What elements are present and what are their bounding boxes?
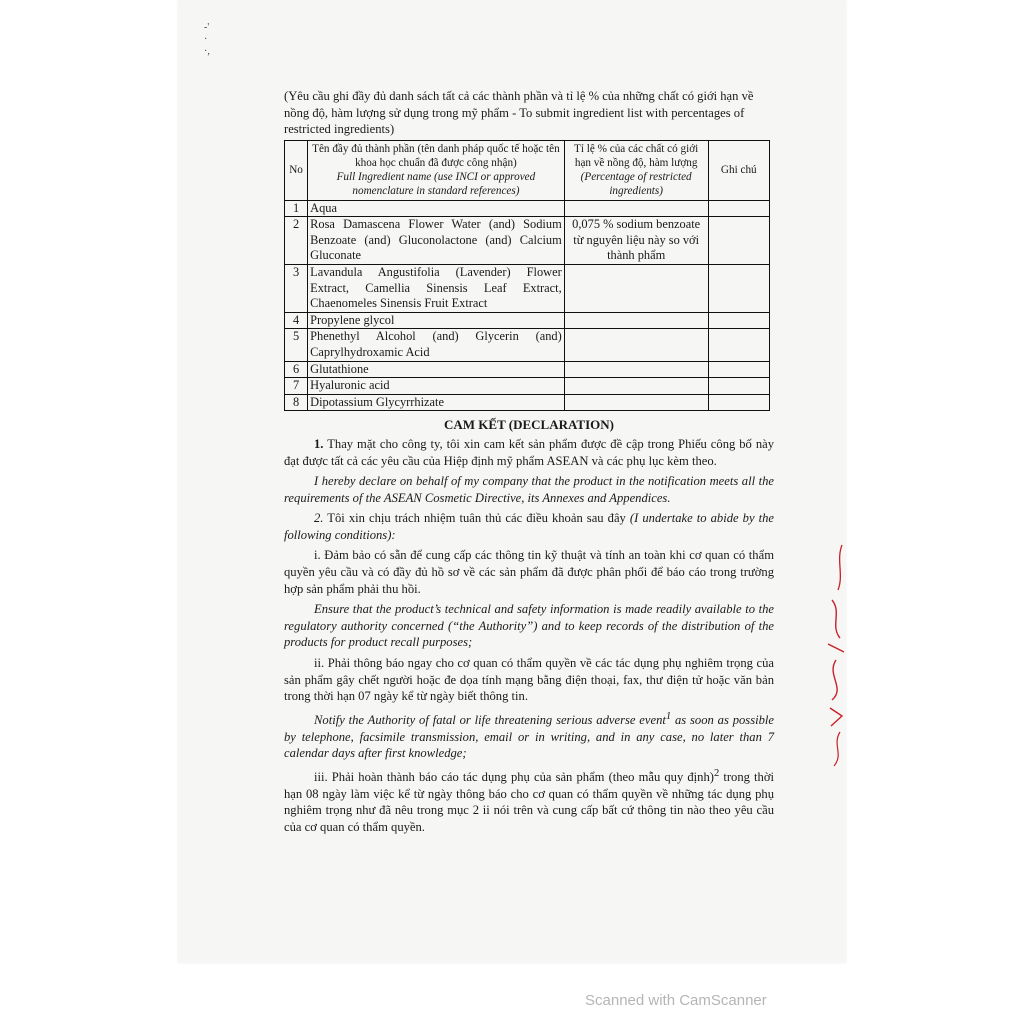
table-row	[285, 200, 770, 217]
row-no: 3	[285, 264, 308, 312]
ingredient-percentage: 0,075 % sodium benzoate từ nguyên liệu này so với thành phẩm	[564, 217, 708, 265]
ingredient-note	[708, 217, 769, 265]
condition-ii: ii. Phải thông báo ngay cho cơ quan có thẩm quyền về các tác dụng phụ nghiêm trọng của sản phẩm gây chết người hoặc đe dọa tính mạng bằng điện thoại, fax, thư điện tử hoặc văn bản trong thời hạn 07 ngày kể từ ngày biết thông tin.	[284, 656, 774, 704]
condition-i-en: Ensure that the product’s technical and safety information is made readily available to the regulatory authority concerned (“the Authority”) and to keep records of the distribution of the products for product recall purposes;	[284, 602, 774, 650]
para-2-text: Tôi xin chịu trách nhiệm tuân thủ các điều khoản sau đây	[327, 511, 626, 526]
header-name-vi: Tên đầy đủ thành phần (tên danh pháp quốc tế hoặc tên khoa học chuẩn đã được công nhận)	[312, 142, 560, 169]
intro-text: (Yêu cầu ghi đầy đủ danh sách tất cả các thành phần và tỉ lệ % của những chất có giới hạn về nồng độ, hàm lượng sử dụng trong mỹ phẩm - To submit ingredient list with percentages of restricted ingredients)	[284, 89, 754, 137]
condition-iii	[284, 766, 774, 836]
condition-ii-en-b: as soon as possible by telephone, facsimile transmission, email or in writing, and in any case, no later than 7 calendar days after first knowledge;	[284, 713, 774, 761]
row-no: 5	[285, 329, 308, 361]
para-2-number: 2.	[314, 511, 324, 526]
ingredient-percentage	[564, 264, 708, 312]
ingredient-note	[708, 200, 769, 217]
ingredient-name: Hyaluronic acid	[308, 378, 565, 395]
document-content	[284, 88, 774, 839]
table-row	[285, 217, 770, 265]
table-row	[285, 312, 770, 329]
ingredient-note	[708, 329, 769, 361]
condition-i: i. Đảm bảo có sẵn để cung cấp các thông tin kỹ thuật và tính an toàn khi cơ quan có thẩm quyền yêu cầu và có đầy đủ hồ sơ về các sản phẩm đã được phân phối để báo cáo trong trường hợp sản phẩm phải thu hồi.	[284, 548, 774, 596]
ingredient-note	[708, 394, 769, 411]
row-no: 2	[285, 217, 308, 265]
declaration-title: CAM KẾT (DECLARATION)	[444, 417, 614, 433]
table-row	[285, 378, 770, 395]
condition-ii-en	[284, 709, 774, 762]
ingredient-name: Dipotassium Glycyrrhizate	[308, 394, 565, 411]
table-row	[285, 394, 770, 411]
condition-iii-b: trong thời hạn 08 ngày làm việc kể từ ngày thông báo cho cơ quan có thẩm quyền về những tác dụng phụ nghiêm trọng như đã nêu trong mục 2 ii nói trên và cung cấp bất cứ thông tin nào theo yêu cầu của cơ quan có thẩm quyền.	[284, 769, 774, 834]
declaration-para-1	[284, 436, 774, 469]
row-no: 6	[285, 361, 308, 378]
table-row	[285, 361, 770, 378]
header-note: Ghi chú	[708, 140, 769, 200]
row-no: 4	[285, 312, 308, 329]
table-row	[285, 329, 770, 361]
ingredient-table	[284, 140, 770, 412]
para-1-text: Thay mặt cho công ty, tôi xin cam kết sản phẩm được đề cập trong Phiếu công bố này đạt được tất cả các yêu cầu của Hiệp định mỹ phẩm ASEAN và các phụ lục kèm theo.	[284, 436, 775, 468]
red-stamp-fragment	[822, 540, 852, 770]
ingredient-percentage	[564, 394, 708, 411]
header-name	[308, 140, 565, 200]
row-no: 8	[285, 394, 308, 411]
ingredient-name: Glutathione	[308, 361, 565, 378]
ingredient-name: Rosa Damascena Flower Water (and) Sodium Benzoate (and) Gluconolactone (and) Calcium Gluconate	[308, 217, 565, 265]
condition-iii-a: iii. Phải hoàn thành báo cáo tác dụng phụ của sản phẩm (theo mẫu quy định)	[314, 769, 714, 784]
para-2-en: (I undertake to abide by the following conditions):	[284, 511, 774, 542]
condition-ii-en-a: Notify the Authority of fatal or life threatening serious adverse event	[314, 713, 666, 727]
table-header-row	[285, 140, 770, 200]
footnote-2-marker: 2	[713, 767, 720, 779]
row-no: 7	[285, 378, 308, 395]
declaration-para-1-en: I hereby declare on behalf of my company that the product in the notification meets all the requirements of the ASEAN Cosmetic Directive, its Annexes and Appendices.	[284, 474, 774, 505]
ingredient-note	[708, 312, 769, 329]
header-pct-en: (Percentage of restricted ingredients)	[580, 171, 692, 198]
ingredient-percentage	[564, 361, 708, 378]
para-1-number: 1.	[314, 436, 324, 451]
ingredient-percentage	[564, 312, 708, 329]
header-no: No	[285, 140, 308, 200]
header-pct-vi: Tỉ lệ % của các chất có giới hạn về nồng độ, hàm lượng	[574, 142, 699, 169]
ingredient-percentage	[564, 329, 708, 361]
ingredient-percentage	[564, 378, 708, 395]
table-row	[285, 264, 770, 312]
header-percentage	[564, 140, 708, 200]
row-no: 1	[285, 200, 308, 217]
ingredient-name: Aqua	[308, 200, 565, 217]
header-name-en: Full Ingredient name (use INCI or approved nomenclature in standard references)	[336, 171, 536, 198]
ingredient-name: Phenethyl Alcohol (and) Glycerin (and) Caprylhydroxamic Acid	[308, 329, 565, 361]
declaration-para-2	[284, 510, 774, 543]
ingredient-note	[708, 378, 769, 395]
ingredient-name: Propylene glycol	[308, 312, 565, 329]
ingredient-note	[708, 361, 769, 378]
ingredient-name: Lavandula Angustifolia (Lavender) Flower Extract, Camellia Sinensis Leaf Extract, Chaenomeles Sinensis Fruit Extract	[308, 264, 565, 312]
ingredient-percentage	[564, 200, 708, 217]
camscanner-watermark: Scanned with CamScanner	[585, 992, 767, 1009]
footnote-1-marker: 1	[665, 710, 672, 722]
margin-marks: -' · ·,	[204, 22, 210, 57]
ingredient-note	[708, 264, 769, 312]
